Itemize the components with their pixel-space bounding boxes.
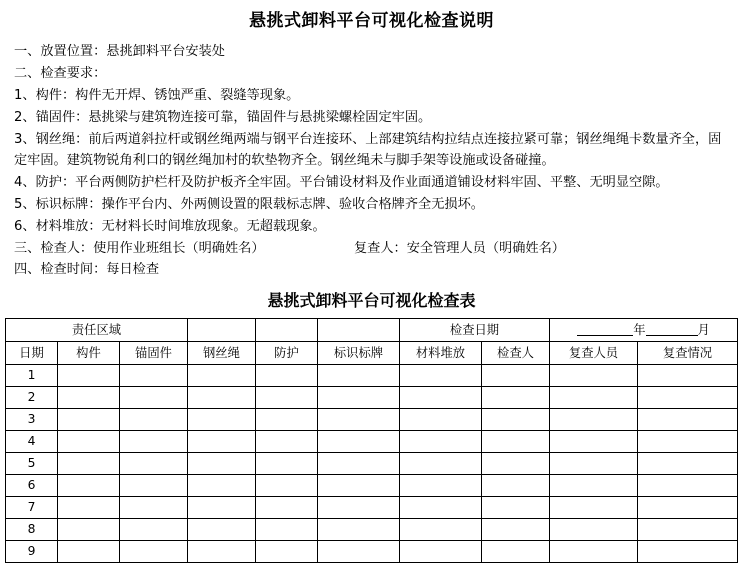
cell-inspector[interactable] (481, 497, 549, 519)
cell-reviewer[interactable] (550, 365, 638, 387)
cell-material-stacking[interactable] (399, 409, 481, 431)
row-day-number[interactable]: 8 (5, 519, 57, 541)
cell-anchor[interactable] (119, 431, 187, 453)
row-day-number[interactable]: 6 (5, 475, 57, 497)
cell-inspector[interactable] (481, 365, 549, 387)
cell-material-stacking[interactable] (399, 387, 481, 409)
table-group-header-row (5, 319, 737, 342)
page-title: 悬挑式卸料平台可视化检查说明 (249, 11, 494, 31)
header-spacer-1 (187, 319, 255, 342)
table-column-header-row (5, 342, 737, 365)
cell-inspector[interactable] (481, 541, 549, 563)
table-row (5, 365, 737, 387)
cell-reviewer[interactable] (550, 431, 638, 453)
month-blank (646, 322, 698, 336)
instructions-block (0, 41, 743, 280)
cell-wire-rope[interactable] (187, 453, 255, 475)
cell-component[interactable] (57, 387, 119, 409)
cell-inspector[interactable] (481, 453, 549, 475)
cell-component[interactable] (57, 497, 119, 519)
year-blank (577, 322, 633, 336)
instruction-line: 一、放置位置：悬挑卸料平台安装处 (14, 44, 225, 59)
cell-component[interactable] (57, 475, 119, 497)
cell-inspector[interactable] (481, 431, 549, 453)
column-header-signage: 标识标牌 (317, 342, 399, 365)
instruction-line: 3、钢丝绳：前后两道斜拉杆或钢丝绳两端与钢平台连接环、上部建筑结构拉结点连接拉紧可靠；钢丝绳绳卡数量齐全，固定牢固。建筑物锐角利口的钢丝绳加村的软垫物齐全。钢丝绳未与脚手架等设施或设备碰撞。 (14, 132, 722, 168)
column-header-protection: 防护 (255, 342, 317, 365)
cell-anchor[interactable] (119, 497, 187, 519)
cell-inspector[interactable] (481, 409, 549, 431)
cell-wire-rope[interactable] (187, 387, 255, 409)
cell-anchor[interactable] (119, 475, 187, 497)
cell-protection[interactable] (255, 497, 317, 519)
table-row (5, 409, 737, 431)
cell-review-status[interactable] (638, 453, 738, 475)
cell-reviewer[interactable] (550, 497, 638, 519)
cell-component[interactable] (57, 541, 119, 563)
cell-material-stacking[interactable] (399, 475, 481, 497)
cell-protection[interactable] (255, 541, 317, 563)
cell-signage[interactable] (317, 541, 399, 563)
cell-reviewer[interactable] (550, 541, 638, 563)
cell-reviewer[interactable] (550, 519, 638, 541)
cell-reviewer[interactable] (550, 475, 638, 497)
row-day-number[interactable]: 7 (5, 497, 57, 519)
instruction-line: 4、防护：平台两侧防护栏杆及防护板齐全牢固。平台铺设材料及作业面通道铺设材料牢固、平整、无明显空隙。 (14, 175, 669, 190)
cell-component[interactable] (57, 409, 119, 431)
cell-anchor[interactable] (119, 519, 187, 541)
cell-material-stacking[interactable] (399, 365, 481, 387)
cell-wire-rope[interactable] (187, 475, 255, 497)
table-row (5, 431, 737, 453)
cell-protection[interactable] (255, 475, 317, 497)
table-row (5, 497, 737, 519)
cell-component[interactable] (57, 519, 119, 541)
cell-material-stacking[interactable] (399, 431, 481, 453)
cell-signage[interactable] (317, 409, 399, 431)
cell-signage[interactable] (317, 365, 399, 387)
cell-wire-rope[interactable] (187, 431, 255, 453)
cell-signage[interactable] (317, 387, 399, 409)
column-header-review-status: 复查情况 (638, 342, 738, 365)
cell-reviewer[interactable] (550, 387, 638, 409)
header-responsibility-area: 责任区域 (5, 319, 187, 342)
cell-wire-rope[interactable] (187, 365, 255, 387)
cell-protection[interactable] (255, 387, 317, 409)
cell-protection[interactable] (255, 519, 317, 541)
inspector-line (14, 238, 729, 259)
cell-review-status[interactable] (638, 409, 738, 431)
document-page (0, 6, 743, 558)
reviewer-label: 复查人：安全管理人员（明确姓名） (354, 241, 565, 256)
column-header-date: 日期 (5, 342, 57, 365)
column-header-component: 构件 (57, 342, 119, 365)
column-header-anchor: 锚固件 (119, 342, 187, 365)
cell-anchor[interactable] (119, 453, 187, 475)
table-row (5, 541, 737, 563)
row-day-number[interactable]: 3 (5, 409, 57, 431)
table-row (5, 453, 737, 475)
cell-material-stacking[interactable] (399, 519, 481, 541)
cell-review-status[interactable] (638, 475, 738, 497)
cell-component[interactable] (57, 365, 119, 387)
instruction-line: 二、检查要求： (14, 66, 107, 81)
cell-review-status[interactable] (638, 365, 738, 387)
cell-review-status[interactable] (638, 387, 738, 409)
instruction-line: 2、锚固件：悬挑梁与建筑物连接可靠，锚固件与悬挑梁螺栓固定牢固。 (14, 110, 432, 125)
cell-component[interactable] (57, 431, 119, 453)
header-check-date: 检查日期 (399, 319, 549, 342)
cell-material-stacking[interactable] (399, 453, 481, 475)
header-spacer-2 (255, 319, 317, 342)
cell-signage[interactable] (317, 453, 399, 475)
cell-wire-rope[interactable] (187, 497, 255, 519)
month-label: 月 (697, 323, 710, 337)
cell-protection[interactable] (255, 365, 317, 387)
row-day-number[interactable]: 2 (5, 387, 57, 409)
cell-signage[interactable] (317, 497, 399, 519)
cell-anchor[interactable] (119, 365, 187, 387)
table-row (5, 475, 737, 497)
instruction-line: 5、标识标牌：操作平台内、外两侧设置的限载标志牌、验收合格牌齐全无损坏。 (14, 197, 484, 212)
row-day-number[interactable]: 4 (5, 431, 57, 453)
cell-wire-rope[interactable] (187, 409, 255, 431)
cell-review-status[interactable] (638, 497, 738, 519)
cell-reviewer[interactable] (550, 453, 638, 475)
column-header-material-stacking: 材料堆放 (399, 342, 481, 365)
instruction-line: 6、材料堆放：无材料长时间堆放现象。无超载现象。 (14, 219, 326, 234)
inspector-label: 三、检查人：使用作业班组长（明确姓名） (14, 241, 265, 256)
cell-protection[interactable] (255, 453, 317, 475)
inspection-time-line: 四、检查时间：每日检查 (14, 262, 160, 277)
column-header-wire-rope: 钢丝绳 (187, 342, 255, 365)
table-title: 悬挑式卸料平台可视化检查表 (267, 291, 476, 310)
cell-material-stacking[interactable] (399, 497, 481, 519)
header-date-fill (550, 319, 738, 342)
cell-signage[interactable] (317, 519, 399, 541)
cell-wire-rope[interactable] (187, 519, 255, 541)
inspection-table (5, 318, 738, 563)
column-header-inspector: 检查人 (481, 342, 549, 365)
cell-component[interactable] (57, 453, 119, 475)
instruction-line: 1、构件：构件无开焊、锈蚀严重、裂缝等现象。 (14, 88, 300, 103)
cell-anchor[interactable] (119, 409, 187, 431)
cell-signage[interactable] (317, 475, 399, 497)
cell-signage[interactable] (317, 431, 399, 453)
cell-review-status[interactable] (638, 519, 738, 541)
cell-review-status[interactable] (638, 431, 738, 453)
row-day-number[interactable]: 5 (5, 453, 57, 475)
header-spacer-3 (317, 319, 399, 342)
cell-wire-rope[interactable] (187, 541, 255, 563)
row-day-number[interactable]: 9 (5, 541, 57, 563)
cell-protection[interactable] (255, 431, 317, 453)
cell-anchor[interactable] (119, 541, 187, 563)
cell-inspector[interactable] (481, 519, 549, 541)
cell-review-status[interactable] (638, 541, 738, 563)
cell-inspector[interactable] (481, 475, 549, 497)
cell-material-stacking[interactable] (399, 541, 481, 563)
row-day-number[interactable]: 1 (5, 365, 57, 387)
cell-protection[interactable] (255, 409, 317, 431)
table-row (5, 519, 737, 541)
cell-reviewer[interactable] (550, 409, 638, 431)
cell-anchor[interactable] (119, 387, 187, 409)
year-label: 年 (633, 323, 646, 337)
column-header-reviewer: 复查人员 (550, 342, 638, 365)
table-row (5, 387, 737, 409)
cell-inspector[interactable] (481, 387, 549, 409)
